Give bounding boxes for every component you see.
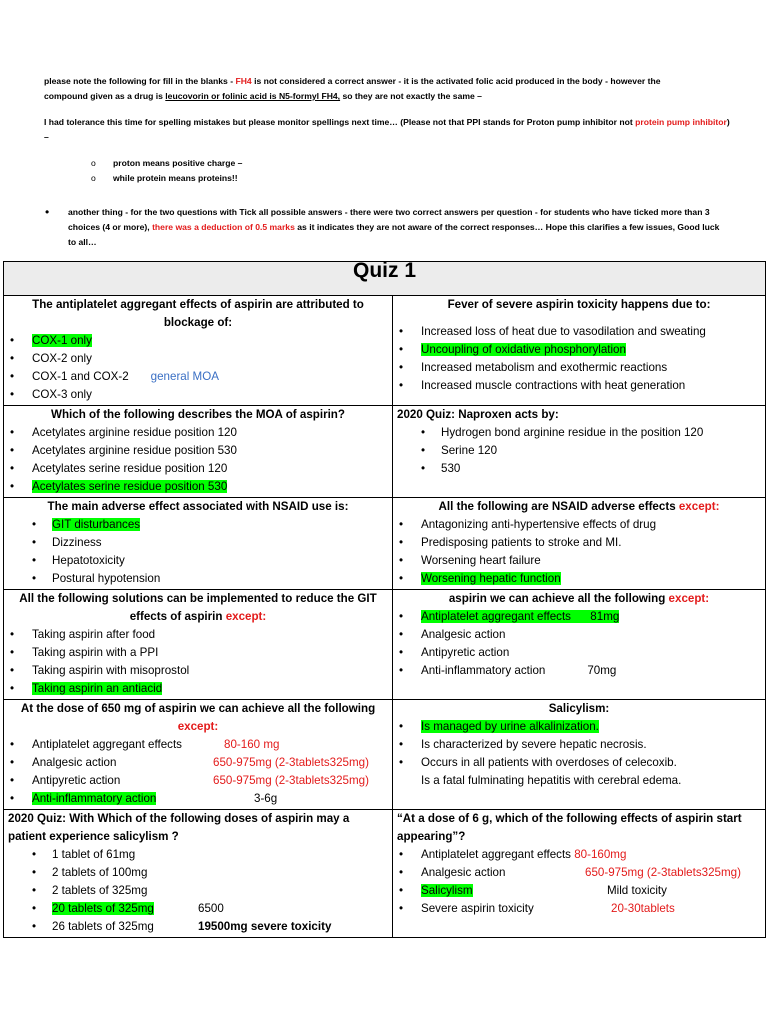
question-text-part: All the following solutions can be implemented to reduce the GIT effects of aspirin	[19, 592, 377, 623]
answer-text: 2 tablets of 100mg	[52, 866, 148, 879]
answer-option	[8, 386, 388, 404]
answer-list	[8, 332, 388, 404]
answer-text: Severe aspirin toxicity	[421, 902, 534, 915]
answer-note: 650-975mg (2-3tablets325mg)	[213, 756, 369, 769]
answer-option	[8, 460, 388, 478]
answer-option	[397, 341, 761, 359]
answer-option	[397, 626, 761, 644]
answer-text: Analgesic action	[421, 628, 506, 641]
answer-option	[8, 570, 388, 588]
answer-text: Serine 120	[441, 444, 498, 457]
answer-list	[8, 516, 388, 588]
note-deduction-highlight: there was a deduction of 0.5 marks	[152, 222, 295, 232]
answer-note: 70mg	[587, 664, 617, 677]
answer-option	[397, 359, 761, 377]
answer-text: Anti-inflammatory action	[421, 664, 546, 677]
answer-option	[8, 644, 388, 662]
answer-list	[8, 424, 388, 496]
correct-answer: COX-1 only	[32, 334, 92, 347]
answer-list	[8, 846, 388, 936]
question-cell	[4, 498, 393, 590]
answer-option	[397, 516, 761, 534]
answer-text: COX-2 only	[32, 352, 92, 365]
answer-option	[397, 718, 761, 736]
correct-answer: Antiplatelet aggregant effects 81mg	[421, 610, 620, 623]
answer-text: Occurs in all patients with overdoses of celecoxib.	[421, 756, 677, 769]
question-text: “At a dose of 6 g, which of the following effects of aspirin start appearing”?	[397, 812, 742, 843]
answer-text: Increased muscle contractions with heat generation	[421, 379, 686, 392]
answer-option	[8, 368, 388, 386]
answer-option	[397, 608, 761, 626]
answer-option	[8, 534, 388, 552]
answer-option	[397, 736, 761, 754]
question-cell	[4, 296, 393, 406]
circle-bullet-icon: o	[91, 158, 96, 168]
question-cell	[4, 590, 393, 700]
question-text	[8, 700, 388, 736]
note-text: another thing - for the two questions with Tick all possible answers - there were two correct answers per question - for students who have ticked more than 3 choices (4 or more),	[68, 207, 710, 232]
answer-text: Hepatotoxicity	[52, 554, 125, 567]
answer-note: 6500	[198, 902, 224, 915]
answer-option	[8, 516, 388, 534]
answer-option	[397, 534, 761, 552]
question-text-part: aspirin we can achieve all the following	[448, 592, 669, 605]
answer-text: Worsening heart failure	[421, 554, 541, 567]
answer-text: Analgesic action	[32, 756, 117, 769]
answer-option	[8, 424, 388, 442]
answer-text: 26 tablets of 325mg	[52, 920, 154, 933]
answer-option	[8, 626, 388, 644]
correct-answer: Worsening hepatic function	[421, 572, 561, 585]
note-spelling	[44, 115, 734, 145]
question-text	[397, 590, 761, 608]
answer-text: Acetylates arginine residue position 120	[32, 426, 237, 439]
correct-answer: Taking aspirin an antiacid	[32, 682, 163, 695]
correct-answer: Acetylates serine residue position 530	[32, 480, 228, 493]
question-cell	[393, 498, 766, 590]
note-leucovorin: leucovorin or folinic acid is N5-formyl FH4,	[165, 91, 341, 101]
answer-note: general MOA	[150, 370, 219, 383]
table-row	[4, 700, 766, 810]
answer-option	[397, 323, 761, 341]
answer-option	[8, 662, 388, 680]
answer-option	[8, 332, 388, 350]
circle-bullet-icon: o	[91, 173, 96, 183]
correct-answer: 20 tablets of 325mg	[52, 902, 154, 915]
answer-option	[8, 478, 388, 496]
answer-text: Taking aspirin after food	[32, 628, 156, 641]
question-cell	[393, 810, 766, 938]
answer-option	[397, 424, 761, 442]
question-text: 2020 Quiz: Naproxen acts by:	[397, 408, 559, 421]
answer-option	[397, 662, 761, 680]
answer-option	[8, 350, 388, 368]
answer-option	[397, 864, 761, 882]
answer-text: Predisposing patients to stroke and MI.	[421, 536, 622, 549]
answer-list	[397, 516, 761, 588]
answer-option	[397, 460, 761, 478]
answer-option	[397, 882, 761, 900]
note-deduction	[45, 205, 728, 250]
answer-option	[397, 552, 761, 570]
answer-list	[397, 846, 761, 918]
note-ppi: protein pump inhibitor	[635, 117, 727, 127]
answer-option	[8, 918, 388, 936]
instructor-notes	[44, 74, 744, 145]
answer-text: Dizziness	[52, 536, 102, 549]
question-cell	[393, 406, 766, 498]
question-cell	[393, 590, 766, 700]
question-text: Which of the following describes the MOA of aspirin?	[51, 408, 345, 421]
answer-note: 3-6g	[254, 792, 278, 805]
quiz-title: Quiz 1	[4, 262, 766, 296]
answer-option	[397, 442, 761, 460]
question-text-part: All the following are NSAID adverse effects	[438, 500, 679, 513]
answer-text: Antipyretic action	[32, 774, 121, 787]
answer-text: Increased metabolism and exothermic reactions	[421, 361, 668, 374]
answer-option	[8, 900, 388, 918]
question-text: Fever of severe aspirin toxicity happens due to:	[447, 298, 711, 311]
answer-text: COX-1 and COX-2	[32, 370, 129, 383]
table-row	[4, 498, 766, 590]
correct-answer: Uncoupling of oxidative phosphorylation	[421, 343, 626, 356]
answer-note: 80-160 mg	[224, 738, 280, 751]
table-row	[4, 406, 766, 498]
answer-option	[8, 552, 388, 570]
question-except: except:	[668, 592, 710, 605]
note-subitem	[91, 173, 238, 183]
bullet-icon: •	[45, 205, 50, 219]
answer-option	[8, 772, 388, 790]
answer-list	[397, 608, 761, 680]
question-text: 2020 Quiz: With Which of the following doses of aspirin may a patient experience salicylism ?	[8, 812, 350, 843]
question-cell	[393, 296, 766, 406]
correct-answer: Is managed by urine alkalinization.	[421, 720, 599, 733]
answer-text: Antagonizing anti-hypertensive effects of drug	[421, 518, 657, 531]
answer-option	[8, 680, 388, 698]
answer-text: Taking aspirin with a PPI	[32, 646, 159, 659]
note-text: so they are not exactly the same –	[340, 91, 482, 101]
answer-option	[397, 644, 761, 662]
answer-list	[397, 718, 761, 790]
question-except: except:	[225, 610, 267, 623]
answer-note: 650-975mg (2-3tablets325mg)	[585, 866, 741, 879]
quiz-table	[3, 261, 766, 938]
answer-text: 530	[441, 462, 461, 475]
note-subitem-text: proton means positive charge –	[113, 158, 243, 168]
question-text: The main adverse effect associated with NSAID use is:	[47, 500, 349, 513]
answer-option	[8, 882, 388, 900]
question-text: Salicylism:	[548, 702, 610, 715]
answer-list	[397, 323, 761, 395]
correct-answer: Anti-inflammatory action	[32, 792, 157, 805]
note-folic-acid	[44, 74, 704, 104]
note-text: ) –	[44, 117, 730, 142]
answer-text: Increased loss of heat due to vasodilation and sweating	[421, 325, 706, 338]
answer-option	[397, 754, 761, 772]
answer-text: Taking aspirin with misoprostol	[32, 664, 190, 677]
correct-answer: GIT disturbances	[52, 518, 141, 531]
answer-text: Analgesic action	[421, 866, 506, 879]
note-text: is not considered a correct answer - it is the activated folic acid produced in the body - however the compound given as a drug is	[44, 76, 661, 101]
table-row	[4, 810, 766, 938]
answer-text: Hydrogen bond arginine residue in the position 120	[441, 426, 704, 439]
question-text	[397, 498, 761, 516]
table-row	[4, 590, 766, 700]
answer-option	[397, 377, 761, 395]
note-fh4: FH4	[235, 76, 252, 86]
answer-option	[8, 846, 388, 864]
note-subitem-text: while protein means proteins!!	[113, 173, 238, 183]
question-cell	[4, 810, 393, 938]
question-cell	[393, 700, 766, 810]
answer-note: 80-160mg	[574, 848, 627, 861]
answer-text: 1 tablet of 61mg	[52, 848, 136, 861]
answer-text: Antiplatelet aggregant effects	[32, 738, 182, 751]
question-text-part: At the dose of 650 mg of aspirin we can achieve all the following	[20, 702, 376, 715]
answer-text: Acetylates serine residue position 120	[32, 462, 228, 475]
answer-text: Acetylates arginine residue position 530	[32, 444, 237, 457]
answer-list	[8, 626, 388, 698]
note-text: as it indicates they are not aware of the correct responses… Hope this clarifies a few issues, Good luck to all…	[68, 222, 720, 247]
answer-note: 19500mg severe toxicity	[198, 920, 332, 933]
question-cell	[4, 406, 393, 498]
answer-list	[397, 424, 761, 478]
answer-note: Mild toxicity	[607, 884, 667, 897]
answer-text: Antiplatelet aggregant effects	[421, 848, 575, 861]
correct-answer: Salicylism	[421, 884, 473, 897]
answer-text: Postural hypotension	[52, 572, 161, 585]
answer-text: Is characterized by severe hepatic necrosis.	[421, 738, 647, 751]
table-row	[4, 296, 766, 406]
answer-option	[8, 736, 388, 754]
answer-option	[397, 846, 761, 864]
answer-note: 650-975mg (2-3tablets325mg)	[213, 774, 369, 787]
answer-option	[8, 754, 388, 772]
answer-text: 2 tablets of 325mg	[52, 884, 148, 897]
answer-option	[8, 442, 388, 460]
answer-text: COX-3 only	[32, 388, 92, 401]
question-except: except:	[678, 500, 720, 513]
answer-text: Is a fatal fulminating hepatitis with cerebral edema.	[421, 774, 682, 787]
note-text: please note the following for fill in the blanks -	[44, 76, 236, 86]
answer-option	[397, 570, 761, 588]
question-text: The antiplatelet aggregant effects of aspirin are attributed to blockage of:	[32, 298, 364, 329]
answer-note: 20-30tablets	[611, 902, 675, 915]
answer-text: Antipyretic action	[421, 646, 510, 659]
answer-option	[397, 772, 761, 790]
question-cell	[4, 700, 393, 810]
answer-option	[397, 900, 761, 918]
answer-list	[8, 736, 388, 808]
answer-option	[8, 790, 388, 808]
question-text	[8, 590, 388, 626]
answer-option	[8, 864, 388, 882]
note-subitem	[91, 158, 243, 168]
note-text: I had tolerance this time for spelling mistakes but please monitor spellings next time… (Please not that PPI stands for Proton pump inhibitor not	[44, 117, 636, 127]
question-except: except:	[177, 720, 219, 733]
